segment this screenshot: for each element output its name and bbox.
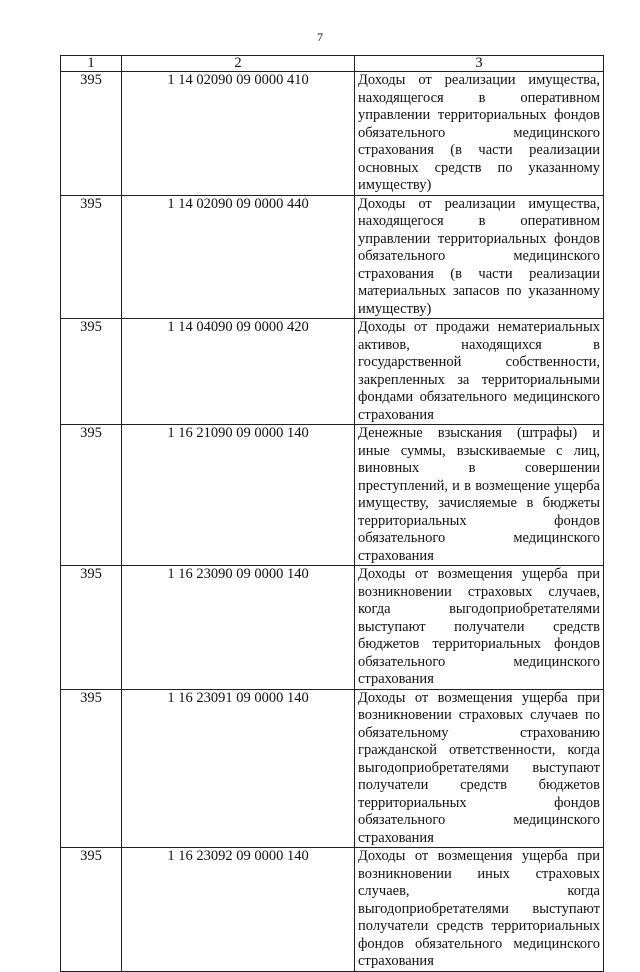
table-row bbox=[61, 72, 604, 196]
admin-code-cell: 395 bbox=[61, 425, 122, 566]
revenue-code-cell: 1 16 23092 09 0000 140 bbox=[122, 848, 355, 972]
revenue-name-cell: Доходы от возмещения ущерба при возникновении страховых случаев, когда выгодоприобретателями выступают получатели средств бюджетов территориальных фондов обязательного медицинского страхования bbox=[355, 566, 604, 690]
revenue-code-cell: 1 14 02090 09 0000 440 bbox=[122, 195, 355, 319]
table-row bbox=[61, 195, 604, 319]
revenue-code-cell: 1 14 02090 09 0000 410 bbox=[122, 72, 355, 196]
page-number: 7 bbox=[317, 30, 323, 44]
budget-revenue-table bbox=[60, 55, 604, 972]
table-row bbox=[61, 689, 604, 848]
revenue-name-cell: Доходы от реализации имущества, находящегося в оперативном управлении территориальных фондов обязательного медицинского страхования (в части реализации основных средств по указанному имуществу) bbox=[355, 72, 604, 196]
revenue-code-cell: 1 16 23091 09 0000 140 bbox=[122, 689, 355, 848]
admin-code-cell: 395 bbox=[61, 689, 122, 848]
table-row bbox=[61, 425, 604, 566]
admin-code-cell: 395 bbox=[61, 72, 122, 196]
column-header-3: 3 bbox=[355, 56, 604, 72]
admin-code-cell: 395 bbox=[61, 566, 122, 690]
revenue-code-cell: 1 16 21090 09 0000 140 bbox=[122, 425, 355, 566]
table-row bbox=[61, 848, 604, 972]
revenue-name-cell: Доходы от возмещения ущерба при возникновении иных страховых случаев, когда выгодоприобретателями выступают получатели средств территориальных фондов обязательного медицинского страхования bbox=[355, 848, 604, 972]
admin-code-cell: 395 bbox=[61, 195, 122, 319]
revenue-code-cell: 1 14 04090 09 0000 420 bbox=[122, 319, 355, 425]
revenue-code-cell: 1 16 23090 09 0000 140 bbox=[122, 566, 355, 690]
revenue-name-cell: Доходы от возмещения ущерба при возникновении страховых случаев по обязательному страхованию гражданской ответственности, когда выгодоприобретателями выступают получатели средств бюджетов территориальных фондов обязательного медицинского страхования bbox=[355, 689, 604, 848]
table-header-row bbox=[61, 56, 604, 72]
column-header-1: 1 bbox=[61, 56, 122, 72]
column-header-2: 2 bbox=[122, 56, 355, 72]
admin-code-cell: 395 bbox=[61, 848, 122, 972]
revenue-name-cell: Доходы от продажи нематериальных активов, находящихся в государственной собственности, закрепленных за территориальными фондами обязательного медицинского страхования bbox=[355, 319, 604, 425]
admin-code-cell: 395 bbox=[61, 319, 122, 425]
revenue-name-cell: Денежные взыскания (штрафы) и иные суммы, взыскиваемые с лиц, виновных в совершении преступлений, и в возмещение ущерба имуществу, зачисляемые в бюджеты территориальных фондов обязательного медицинского страхования bbox=[355, 425, 604, 566]
table-row bbox=[61, 566, 604, 690]
revenue-name-cell: Доходы от реализации имущества, находящегося в оперативном управлении территориальных фондов обязательного медицинского страхования (в части реализации материальных запасов по указанному имуществу) bbox=[355, 195, 604, 319]
table-row bbox=[61, 319, 604, 425]
